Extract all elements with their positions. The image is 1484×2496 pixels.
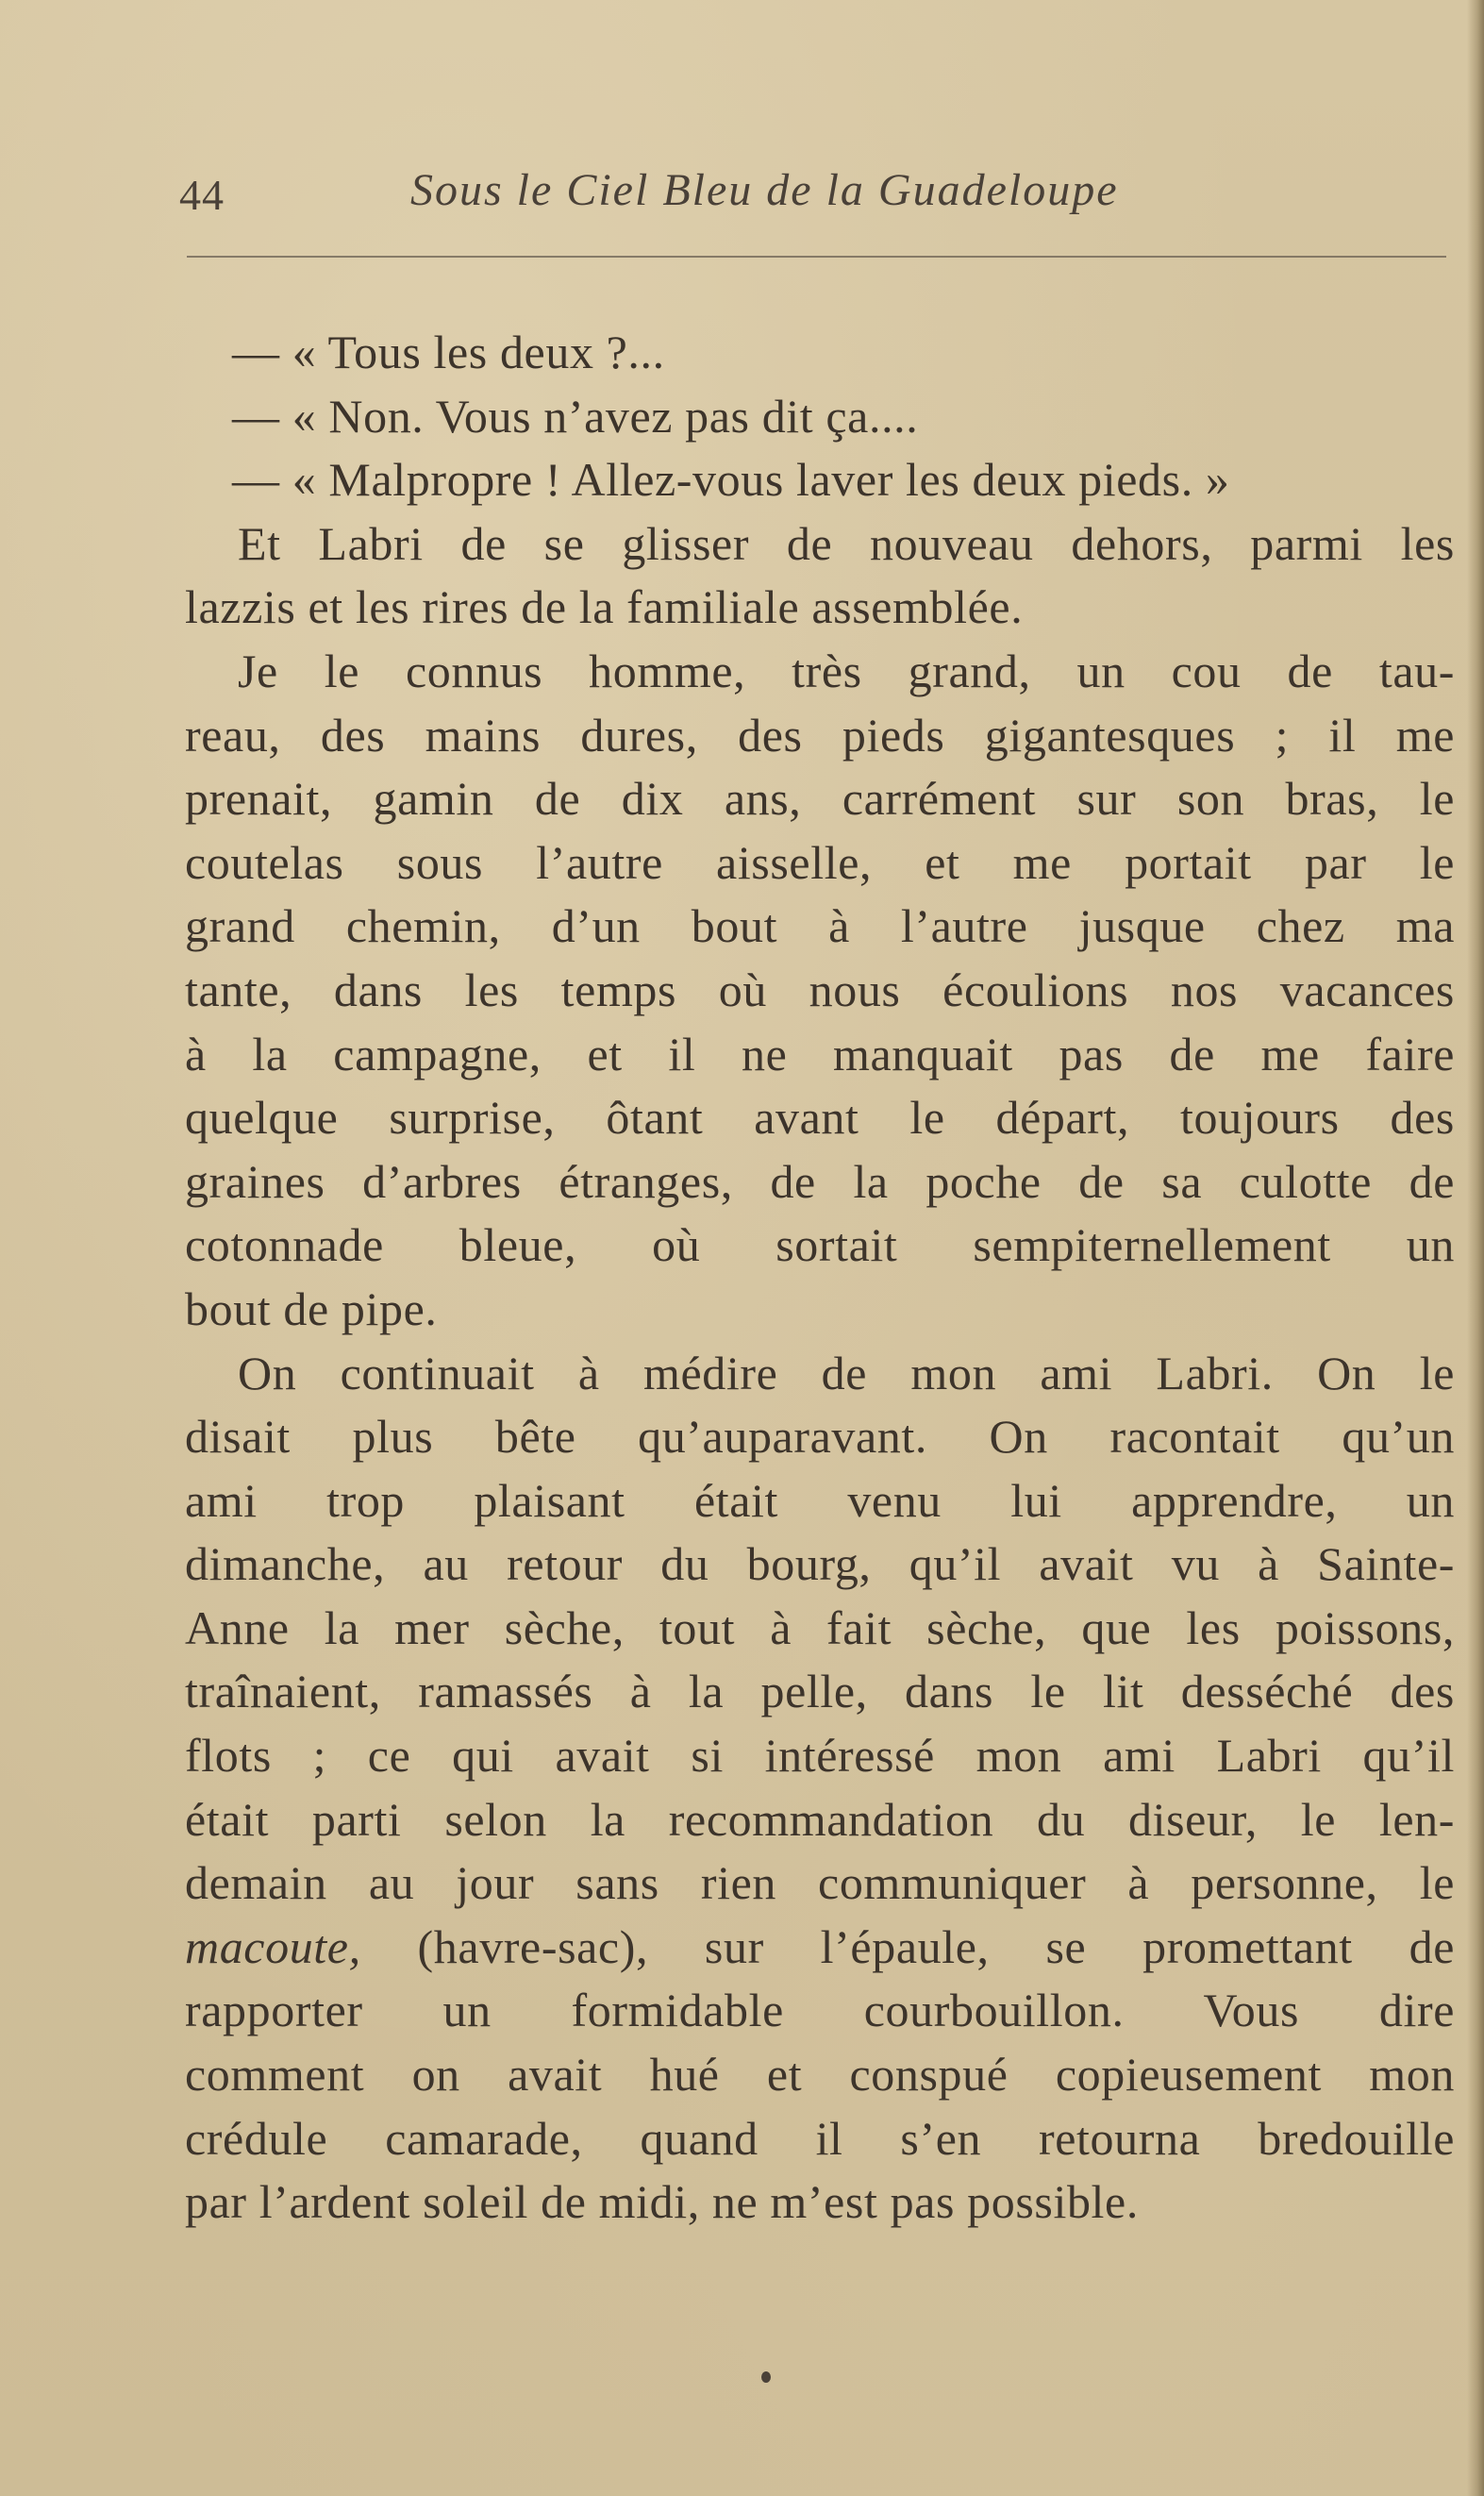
text-line: — « Non. Vous n’avez pas dit ça.... bbox=[232, 389, 919, 443]
text-line: était parti selon la recommandation du diseur, le len- bbox=[185, 1792, 1455, 1846]
text-line: disait plus bête qu’auparavant. On racontait qu’un bbox=[185, 1410, 1455, 1464]
text-line: graines d’arbres étranges, de la poche de sa culotte de bbox=[185, 1154, 1455, 1208]
text-line: reau, des mains dures, des pieds gigantesques ; il me bbox=[185, 708, 1455, 762]
body-text bbox=[185, 321, 1455, 2235]
text-line: Et Labri de se glisser de nouveau dehors, parmi les bbox=[238, 516, 1455, 570]
text-line: quelque surprise, ôtant avant le départ, toujours des bbox=[185, 1091, 1455, 1145]
text-line: dimanche, au retour du bourg, qu’il avait vu à Sainte- bbox=[185, 1537, 1455, 1591]
text-line: prenait, gamin de dix ans, carrément sur son bras, le bbox=[185, 772, 1455, 826]
footer-dot bbox=[761, 2371, 771, 2383]
text-line: traînaient, ramassés à la pelle, dans le lit desséché des bbox=[185, 1665, 1455, 1718]
header-rule bbox=[187, 256, 1446, 258]
page-number: 44 bbox=[179, 171, 225, 219]
text-line: Je le connus homme, très grand, un cou de tau- bbox=[238, 644, 1455, 697]
text-line: lazzis et les rires de la familiale assemblée. bbox=[185, 580, 1024, 634]
running-title: Sous le Ciel Bleu de la Guadeloupe bbox=[410, 165, 1119, 215]
text-line: — « Malpropre ! Allez-vous laver les deux pieds. » bbox=[232, 453, 1230, 507]
text-line: par l’ardent soleil de midi, ne m’est pas possible. bbox=[185, 2175, 1139, 2229]
text-line: comment on avait hué et conspué copieusement mon bbox=[185, 2048, 1455, 2102]
text-line: ami trop plaisant était venu lui apprendre, un bbox=[185, 1473, 1455, 1527]
text-line: coutelas sous l’autre aisselle, et me portait par le bbox=[185, 835, 1455, 889]
text-line: rapporter un formidable courbouillon. Vous dire bbox=[185, 1984, 1455, 2037]
text-line: à la campagne, et il ne manquait pas de me faire bbox=[185, 1027, 1455, 1080]
text-line: grand chemin, d’un bout à l’autre jusque chez ma bbox=[185, 899, 1455, 953]
text-line: cotonnade bleue, où sortait sempiternellement un bbox=[185, 1218, 1455, 1272]
text-line: bout de pipe. bbox=[185, 1282, 438, 1335]
page-edge-shadow bbox=[1467, 0, 1484, 2496]
page-header bbox=[179, 159, 1453, 225]
text-line: Anne la mer sèche, tout à fait sèche, que les poissons, bbox=[185, 1600, 1455, 1654]
text-line-with-italic bbox=[185, 1916, 1455, 1980]
italic-word: macoute, bbox=[185, 1919, 361, 1973]
text-line-rest: (havre-sac), sur l’épaule, se promettant de bbox=[417, 1919, 1455, 1973]
text-line: On continuait à médire de mon ami Labri. On le bbox=[238, 1346, 1455, 1399]
text-line: — « Tous les deux ?... bbox=[232, 326, 665, 378]
text-line: flots ; ce qui avait si intéressé mon ami Labri qu’il bbox=[185, 1729, 1455, 1783]
text-line: crédule camarade, quand il s’en retourna bredouille bbox=[185, 2111, 1455, 2165]
text-line: demain au jour sans rien communiquer à personne, le bbox=[185, 1856, 1455, 1910]
text-line: tante, dans les temps où nous écoulions nos vacances bbox=[185, 963, 1455, 1016]
